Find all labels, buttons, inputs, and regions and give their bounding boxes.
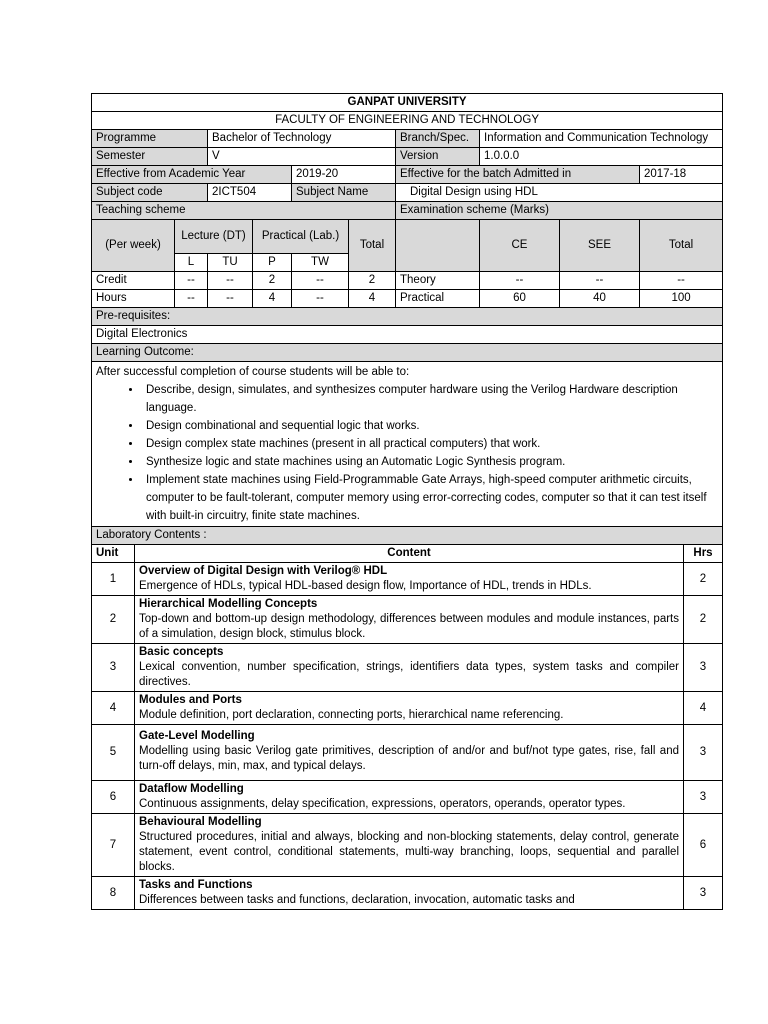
outcome-list — [96, 381, 718, 525]
effective-year-value: 2019-20 — [292, 166, 396, 184]
ce-header: CE — [480, 220, 560, 272]
programme-value: Bachelor of Technology — [208, 130, 396, 148]
cell-see: 40 — [560, 290, 640, 308]
effective-batch-value: 2017-18 — [640, 166, 723, 184]
unit-number: 8 — [92, 877, 135, 910]
unit-content — [135, 877, 684, 910]
programme-label: Programme — [92, 130, 208, 148]
lab-contents-label: Laboratory Contents : — [92, 527, 723, 545]
subject-code-label: Subject code — [92, 184, 208, 202]
prerequisites-label: Pre-requisites: — [92, 308, 723, 326]
cell-total: 4 — [349, 290, 396, 308]
syllabus-page — [91, 93, 722, 910]
list-item: • Design combinational and sequential logic that works. — [142, 417, 718, 435]
unit-title: Tasks and Functions — [139, 879, 253, 891]
cell-exam-total: -- — [640, 272, 723, 290]
hours-row — [92, 290, 723, 308]
table-row — [92, 692, 723, 725]
exam-scheme-label: Examination scheme (Marks) — [396, 202, 723, 220]
cell-ce: -- — [480, 272, 560, 290]
cell-p: 2 — [253, 272, 292, 290]
unit-title: Basic concepts — [139, 646, 224, 658]
unit-content — [135, 563, 684, 596]
cell-tu: -- — [208, 290, 253, 308]
list-item: • Design complex state machines (present in all practical computers) that work. — [142, 435, 718, 453]
unit-number: 2 — [92, 596, 135, 644]
unit-number: 4 — [92, 692, 135, 725]
prerequisites-value: Digital Electronics — [92, 326, 723, 344]
unit-title: Modules and Ports — [139, 694, 242, 706]
unit-description: Top-down and bottom-up design methodology, differences between modules and module instances, parts of a simulation, design block, stimulus block. — [139, 613, 679, 640]
branch-label: Branch/Spec. — [396, 130, 480, 148]
unit-content — [135, 596, 684, 644]
unit-title: Gate-Level Modelling — [139, 730, 255, 742]
unit-hours: 4 — [684, 692, 723, 725]
unit-description: Differences between tasks and functions, declaration, invocation, automatic tasks and — [139, 894, 575, 906]
unit-title: Overview of Digital Design with Verilog® HDL — [139, 565, 388, 577]
semester-value: V — [208, 148, 396, 166]
table-row — [92, 877, 723, 910]
cell-exam-total: 100 — [640, 290, 723, 308]
version-label: Version — [396, 148, 480, 166]
branch-value: Information and Communication Technology — [480, 130, 723, 148]
unit-number: 3 — [92, 644, 135, 692]
tu-subheader: TU — [208, 254, 253, 272]
cell-l: -- — [175, 290, 208, 308]
version-value: 1.0.0.0 — [480, 148, 723, 166]
table-row — [92, 781, 723, 814]
unit-hours: 2 — [684, 596, 723, 644]
unit-description: Emergence of HDLs, typical HDL-based design flow, Importance of HDL, trends in HDLs. — [139, 580, 592, 592]
effective-year-label: Effective from Academic Year — [92, 166, 292, 184]
outcome-intro: After successful completion of course students will be able to: — [96, 366, 410, 378]
unit-content — [135, 781, 684, 814]
unit-number: 5 — [92, 725, 135, 781]
list-item: • Describe, design, simulates, and synthesizes computer hardware using the Verilog Hardware description language. — [142, 381, 718, 417]
list-item: • Synthesize logic and state machines using an Automatic Logic Synthesis program. — [142, 453, 718, 471]
unit-content — [135, 725, 684, 781]
cell-ce: 60 — [480, 290, 560, 308]
per-week-header: (Per week) — [92, 220, 175, 272]
semester-label: Semester — [92, 148, 208, 166]
cell-total: 2 — [349, 272, 396, 290]
unit-content — [135, 692, 684, 725]
unit-hours: 3 — [684, 725, 723, 781]
unit-description: Lexical convention, number specification, strings, identifiers data types, system tasks and compiler directives. — [139, 661, 679, 688]
effective-batch-label: Effective for the batch Admitted in — [396, 166, 640, 184]
faculty-name: FACULTY OF ENGINEERING AND TECHNOLOGY — [92, 112, 723, 130]
table-row — [92, 563, 723, 596]
table-row — [92, 814, 723, 877]
lecture-header: Lecture (DT) — [175, 220, 253, 254]
unit-description: Modelling using basic Verilog gate primitives, description of and/or and buf/not type gates, rise, fall and turn-off delays, min, max, and typical delays. — [139, 745, 679, 772]
university-name: GANPAT UNIVERSITY — [92, 94, 723, 112]
unit-hours: 3 — [684, 644, 723, 692]
course-info-table — [91, 93, 723, 545]
teaching-total-header: Total — [349, 220, 396, 272]
hrs-header: Hrs — [684, 545, 723, 563]
cell-see: -- — [560, 272, 640, 290]
unit-number: 1 — [92, 563, 135, 596]
cell-p: 4 — [253, 290, 292, 308]
learning-outcome-body — [92, 362, 723, 527]
unit-description: Structured procedures, initial and always, blocking and non-blocking statements, delay control, generate statement, event control, conditional statements, multi-way branching, loops, sequential and parallel blocks. — [139, 831, 679, 873]
table-row — [92, 725, 723, 781]
lab-contents-table — [91, 544, 723, 910]
see-header: SEE — [560, 220, 640, 272]
list-item: • Implement state machines using Field-Programmable Gate Arrays, high-speed computer arithmetic circuits, computer to be fault-tolerant, computer memory using error-correcting codes, computer so that it can test itself with built-in circuitry, finite state machines. — [142, 471, 718, 525]
unit-hours: 3 — [684, 781, 723, 814]
exam-type: Theory — [396, 272, 480, 290]
exam-total-header: Total — [640, 220, 723, 272]
subject-name-value: Digital Design using HDL — [396, 184, 723, 202]
p-subheader: P — [253, 254, 292, 272]
exam-blank-header — [396, 220, 480, 272]
unit-description: Continuous assignments, delay specification, expressions, operators, operands, operator types. — [139, 798, 626, 810]
exam-type: Practical — [396, 290, 480, 308]
subject-name-label: Subject Name — [292, 184, 396, 202]
cell-tw: -- — [292, 272, 349, 290]
unit-content — [135, 644, 684, 692]
learning-outcome-label: Learning Outcome: — [92, 344, 723, 362]
table-row — [92, 596, 723, 644]
cell-tw: -- — [292, 290, 349, 308]
unit-hours: 6 — [684, 814, 723, 877]
teaching-scheme-label: Teaching scheme — [92, 202, 396, 220]
unit-number: 6 — [92, 781, 135, 814]
unit-title: Hierarchical Modelling Concepts — [139, 598, 318, 610]
table-row — [92, 644, 723, 692]
cell-l: -- — [175, 272, 208, 290]
unit-content — [135, 814, 684, 877]
unit-hours: 2 — [684, 563, 723, 596]
subject-code-value: 2ICT504 — [208, 184, 292, 202]
cell-tu: -- — [208, 272, 253, 290]
tw-subheader: TW — [292, 254, 349, 272]
unit-title: Dataflow Modelling — [139, 783, 244, 795]
unit-hours: 3 — [684, 877, 723, 910]
unit-description: Module definition, port declaration, connecting ports, hierarchical name referencing. — [139, 709, 564, 721]
practical-header: Practical (Lab.) — [253, 220, 349, 254]
unit-header: Unit — [92, 545, 135, 563]
l-subheader: L — [175, 254, 208, 272]
row-label: Credit — [92, 272, 175, 290]
unit-number: 7 — [92, 814, 135, 877]
row-label: Hours — [92, 290, 175, 308]
unit-title: Behavioural Modelling — [139, 816, 262, 828]
credit-row — [92, 272, 723, 290]
content-header: Content — [135, 545, 684, 563]
